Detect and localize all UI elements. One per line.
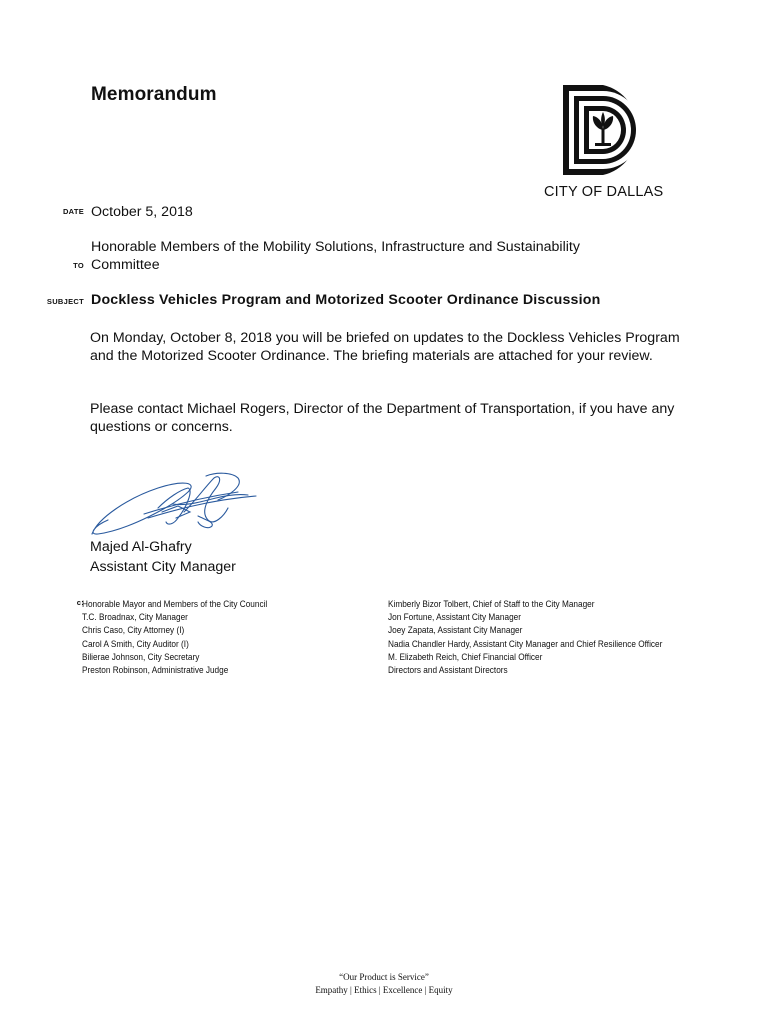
footer-values: Empathy | Ethics | Excellence | Equity bbox=[315, 984, 453, 995]
cc-recipient: Honorable Mayor and Members of the City Council bbox=[82, 599, 268, 610]
cc-recipient: Carol A Smith, City Auditor (I) bbox=[82, 638, 189, 650]
cc-recipient: Directors and Assistant Directors bbox=[388, 665, 508, 677]
memo-date: October 5, 2018 bbox=[91, 204, 193, 220]
body-paragraph-2: Please contact Michael Rogers, Director of the Department of Transportation, if you have any questions or concerns. bbox=[90, 401, 675, 435]
cc-recipient: Kimberly Bizor Tolbert, Chief of Staff to the City Manager bbox=[388, 599, 595, 610]
cc-recipient: Bilierae Johnson, City Secretary bbox=[82, 651, 200, 663]
subject-label: SUBJECT bbox=[46, 297, 84, 306]
cc-recipient: Nadia Chandler Hardy, Assistant City Manager and Chief Resilience Officer bbox=[388, 638, 663, 650]
recipient-line-1: Honorable Members of the Mobility Solutions, Infrastructure and Sustainability bbox=[91, 239, 580, 255]
cc-label: c: bbox=[76, 598, 84, 607]
city-of-dallas-logo-icon bbox=[561, 83, 649, 177]
cc-recipient: Jon Fortune, Assistant City Manager bbox=[388, 612, 521, 624]
signer-name: Majed Al-Ghafry bbox=[90, 539, 192, 555]
cc-recipient: M. Elizabeth Reich, Chief Financial Officer bbox=[388, 651, 543, 663]
cc-recipient: Joey Zapata, Assistant City Manager bbox=[388, 625, 523, 637]
signature-icon bbox=[88, 468, 260, 540]
signer-title: Assistant City Manager bbox=[90, 558, 236, 575]
recipient-line-2: Committee bbox=[91, 257, 160, 273]
body-paragraph-1: On Monday, October 8, 2018 you will be briefed on updates to the Dockless Vehicles Program and the Motorized Scooter Ordinance. The briefing materials are attached for your review. bbox=[90, 330, 680, 364]
footer bbox=[0, 971, 768, 996]
cc-recipient: Chris Caso, City Attorney (I) bbox=[82, 625, 185, 637]
cc-list-left bbox=[82, 598, 267, 677]
cc-recipient: T.C. Broadnax, City Manager bbox=[82, 612, 188, 624]
cc-list-right bbox=[388, 598, 662, 677]
memo-recipient bbox=[91, 238, 651, 274]
cc-recipient: Preston Robinson, Administrative Judge bbox=[82, 665, 229, 677]
signer-block bbox=[90, 538, 236, 577]
to-label: TO bbox=[73, 261, 84, 270]
date-label: DATE bbox=[62, 207, 84, 216]
city-name: CITY OF DALLAS bbox=[544, 184, 664, 200]
memo-title: Memorandum bbox=[91, 84, 217, 105]
memo-subject: Dockless Vehicles Program and Motorized Scooter Ordinance Discussion bbox=[91, 292, 601, 308]
footer-motto: “Our Product is Service” bbox=[339, 972, 429, 982]
